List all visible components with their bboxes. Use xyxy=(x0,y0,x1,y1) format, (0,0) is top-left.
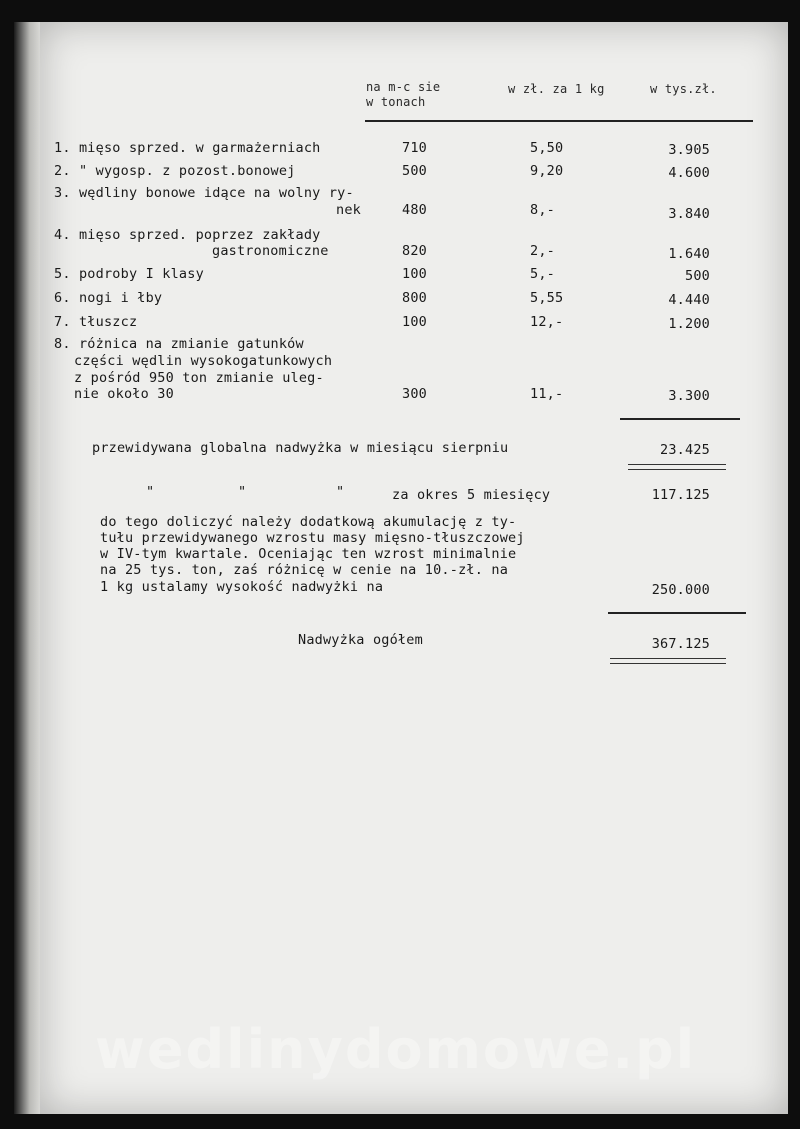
monthly-surplus-label: przewidywana globalna nadwyżka w miesiącu sierpniu xyxy=(92,440,509,456)
ditto-mark-3: " xyxy=(336,484,345,500)
monthly-surplus-value: 23.425 xyxy=(660,442,710,458)
scan-bottom-border xyxy=(0,1114,800,1129)
row-6-qty: 800 xyxy=(402,290,427,306)
row-3-value: 3.840 xyxy=(668,206,710,222)
note-line-2: tułu przewidywanego wzrostu masy mięsno-tłuszczowej xyxy=(100,530,525,546)
grand-total-label: Nadwyżka ogółem xyxy=(298,632,423,648)
header-rule xyxy=(365,120,753,122)
row-7-label: 7. tłuszcz xyxy=(54,314,138,330)
row-8-label-line3: z pośród 950 ton zmianie uleg- xyxy=(74,370,324,386)
row-1-price: 5,50 xyxy=(530,140,564,156)
grand-total-rule xyxy=(608,612,746,614)
row-1-value: 3.905 xyxy=(668,142,710,158)
note-line-3: w IV-tym kwartale. Oceniając ten wzrost minimalnie xyxy=(100,546,517,562)
row-3-qty: 480 xyxy=(402,202,427,218)
row-1-label: 1. mięso sprzed. w garmażerniach xyxy=(54,140,321,156)
row-4-label-line2: gastronomiczne xyxy=(212,243,329,259)
row-6-value: 4.440 xyxy=(668,292,710,308)
row-2-value: 4.600 xyxy=(668,165,710,181)
row-1-qty: 710 xyxy=(402,140,427,156)
row-8-label-line2: części wędlin wysokogatunkowych xyxy=(74,353,333,369)
row-7-qty: 100 xyxy=(402,314,427,330)
note-line-1: do tego doliczyć należy dodatkową akumulację z ty- xyxy=(100,514,517,530)
grand-total-value: 367.125 xyxy=(651,636,710,652)
grand-total-double-rule xyxy=(610,658,726,664)
row-5-label: 5. podroby I klasy xyxy=(54,266,204,282)
row-2-price: 9,20 xyxy=(530,163,564,179)
row-6-label: 6. nogi i łby xyxy=(54,290,163,306)
row-2-qty: 500 xyxy=(402,163,427,179)
subtotal-rule xyxy=(620,418,740,420)
note-line-5: 1 kg ustalamy wysokość nadwyżki na xyxy=(100,579,384,595)
header-qty-line1: na m-c sie xyxy=(366,80,441,94)
period-value: 117.125 xyxy=(651,487,710,503)
row-7-price: 12,- xyxy=(530,314,564,330)
row-5-price: 5,- xyxy=(530,266,555,282)
row-8-label-line1: 8. różnica na zmianie gatunków xyxy=(54,336,304,352)
row-3-label-line1: 3. wędliny bonowe idące na wolny ry- xyxy=(54,185,354,201)
ditto-mark-2: " xyxy=(238,484,247,500)
row-8-label-line4: nie około 30 xyxy=(74,386,174,402)
row-2-label: 2. " wygosp. z pozost.bonowej xyxy=(54,163,296,179)
ditto-mark-1: " xyxy=(146,484,155,500)
header-price: w zł. za 1 kg xyxy=(508,82,605,96)
row-5-value: 500 xyxy=(685,268,710,284)
row-3-label-line2: nek xyxy=(336,202,361,218)
document-page xyxy=(40,22,788,1114)
page-left-edge xyxy=(14,22,40,1114)
row-8-price: 11,- xyxy=(530,386,564,402)
row-4-value: 1.640 xyxy=(668,246,710,262)
row-7-value: 1.200 xyxy=(668,316,710,332)
note-line-4: na 25 tys. ton, zaś różnicę w cenie na 10.-zł. na xyxy=(100,562,509,578)
monthly-double-rule xyxy=(628,464,726,470)
period-label: za okres 5 miesięcy xyxy=(392,487,551,503)
row-5-qty: 100 xyxy=(402,266,427,282)
header-value: w tys.zł. xyxy=(650,82,717,96)
note-value: 250.000 xyxy=(651,582,710,598)
row-3-price: 8,- xyxy=(530,202,555,218)
row-4-qty: 820 xyxy=(402,243,427,259)
row-8-qty: 300 xyxy=(402,386,427,402)
watermark-text: wedlinydomowe.pl xyxy=(95,1018,697,1081)
header-qty-line2: w tonach xyxy=(366,95,426,109)
row-4-label-line1: 4. mięso sprzed. poprzez zakłady xyxy=(54,227,321,243)
row-6-price: 5,55 xyxy=(530,290,564,306)
row-8-value: 3.300 xyxy=(668,388,710,404)
row-4-price: 2,- xyxy=(530,243,555,259)
